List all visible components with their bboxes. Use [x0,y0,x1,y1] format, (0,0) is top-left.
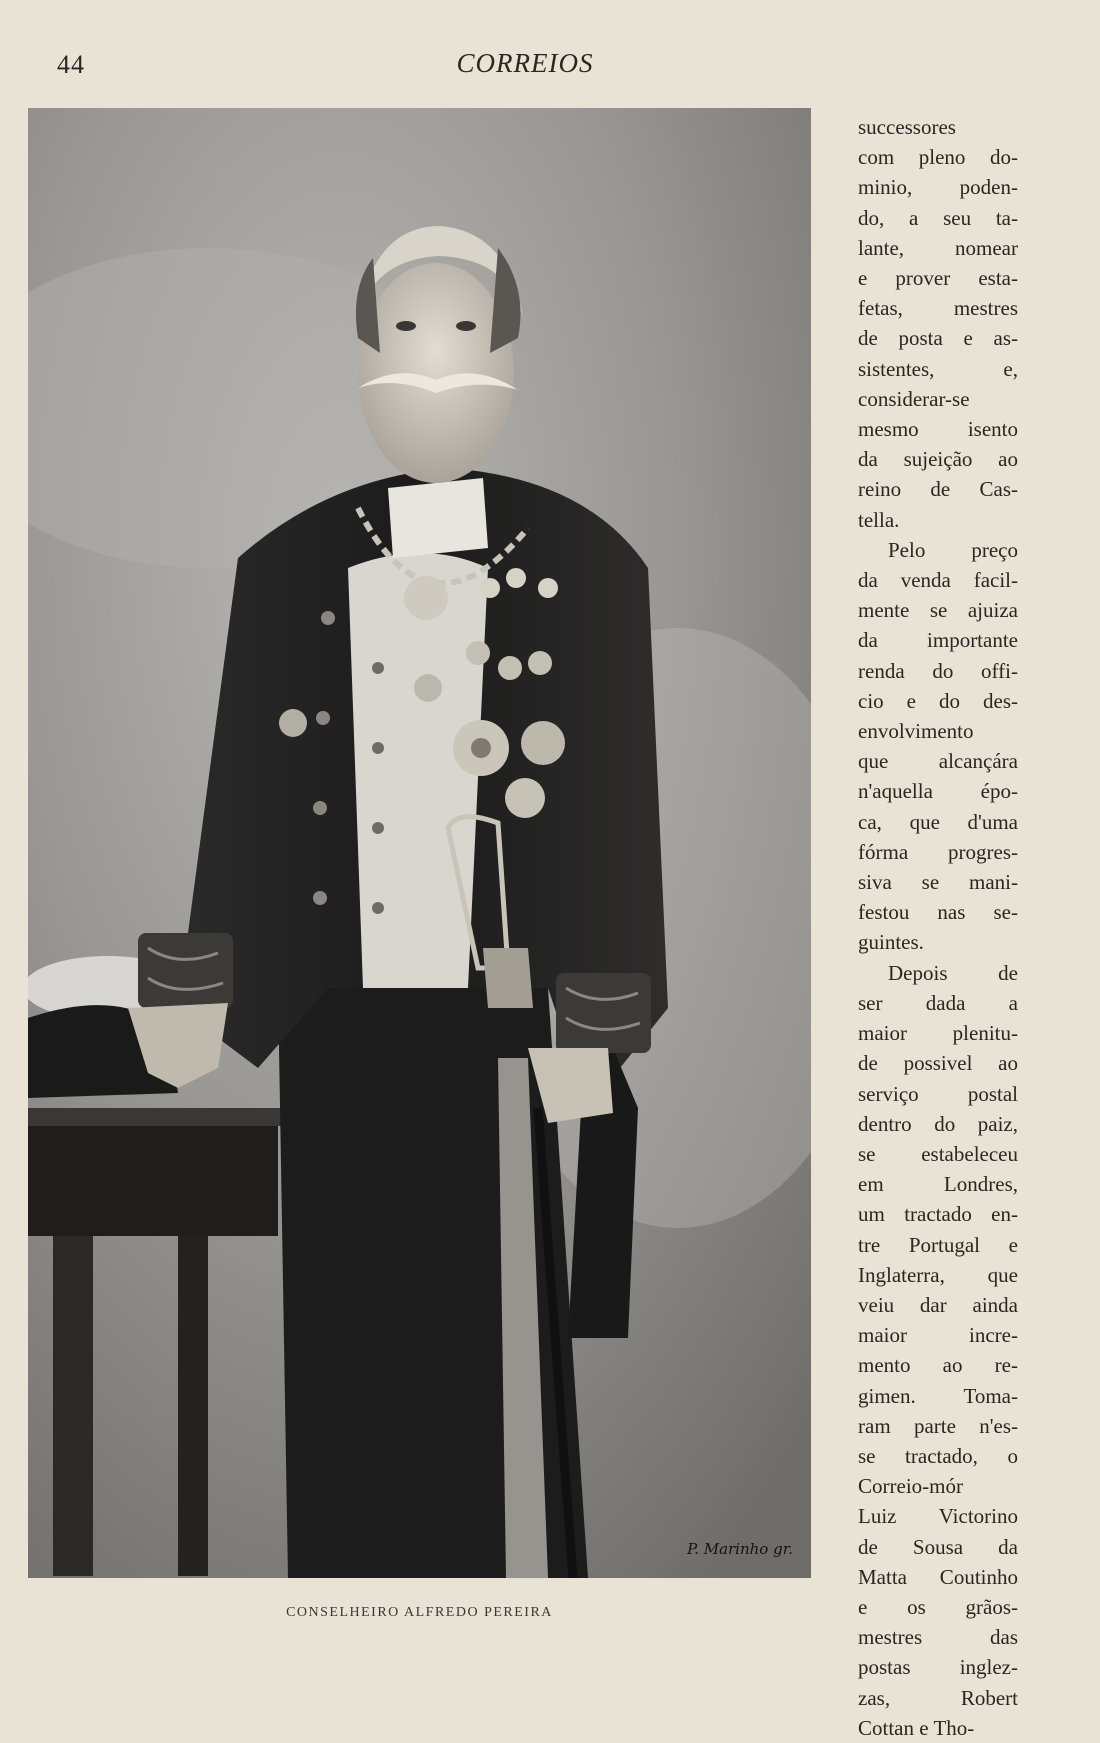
text-line: considerar-se [858,386,970,411]
text-line: n'aquella épo- [858,779,1018,804]
text-line: sistentes, e, [858,356,1018,381]
text-line: um tractado en- [858,1202,1018,1227]
text-line: da venda facil- [858,568,1018,593]
text-line: tella. [858,507,900,532]
text-line: ram parte n'es- [858,1413,1018,1438]
text-line: Depois de [888,960,1018,985]
text-line: envolvimento [858,719,974,744]
text-line: Pelo preço [888,537,1018,562]
text-line: Cottan e Tho- [858,1715,975,1740]
running-title: CORREIOS [456,48,594,78]
text-line: da sujeição ao [858,447,1018,472]
text-line: dentro do paiz, [858,1111,1018,1136]
text-line: mente se ajuiza [858,598,1018,623]
text-line: Inglaterra, que [858,1262,1018,1287]
text-line: renda do offi- [858,658,1018,683]
text-line: do, a seu ta- [858,205,1018,230]
text-line: gimen. Toma- [858,1383,1018,1408]
text-line: se tractado, o [858,1443,1018,1468]
text-line: em Londres, [858,1172,1018,1197]
text-line: successores [858,115,956,139]
engraver-signature: P. Marinho gr. [687,1540,793,1558]
text-line: siva se mani- [858,870,1018,895]
text-line: da importante [858,628,1018,653]
text-line: de possivel ao [858,1051,1018,1076]
text-line: de Sousa da [858,1534,1018,1559]
text-line: e os grãos- [858,1594,1018,1619]
text-line: com pleno do- [858,145,1018,170]
text-line: Matta Coutinho [858,1564,1018,1589]
portrait-illustration [28,108,811,1578]
text-line: Luiz Victorino [858,1504,1018,1529]
paragraph [858,958,1018,1743]
text-line: guintes. [858,930,924,955]
text-line: veiu dar ainda [858,1292,1018,1317]
text-line: ser dada a [858,990,1018,1015]
text-line: ca, que d'uma [858,809,1018,834]
text-line: lante, nomear [858,235,1018,260]
text-line: e prover esta- [858,266,1018,291]
text-line: maior plenitu- [858,1021,1018,1046]
text-line: mestres das [858,1625,1018,1650]
text-column [858,112,1018,1743]
text-line: zas, Robert [858,1685,1018,1710]
text-line: cio e do des- [858,688,1018,713]
text-line: de posta e as- [858,326,1018,351]
text-line: maior incre- [858,1323,1018,1348]
text-line: serviço postal [858,1081,1018,1106]
text-line: Correio-mór [858,1474,963,1499]
text-line: tre Portugal e [858,1232,1018,1257]
text-line: postas inglez- [858,1655,1018,1680]
figure-caption: CONSELHEIRO ALFREDO PEREIRA [286,1605,553,1620]
text-line: que alcançára [858,749,1018,774]
portrait-photo [28,108,811,1578]
page-number: 44 [57,50,85,79]
text-line: fórma progres- [858,839,1018,864]
paragraph [858,535,1018,958]
text-line: fetas, mestres [858,296,1018,321]
text-line: festou nas se- [858,900,1018,925]
text-line: se estabeleceu [858,1141,1018,1166]
text-line: mento ao re- [858,1353,1018,1378]
text-line: reino de Cas- [858,477,1018,502]
text-line: mesmo isento [858,417,1018,442]
text-line: minio, poden- [858,175,1018,200]
paragraph [858,112,1018,535]
